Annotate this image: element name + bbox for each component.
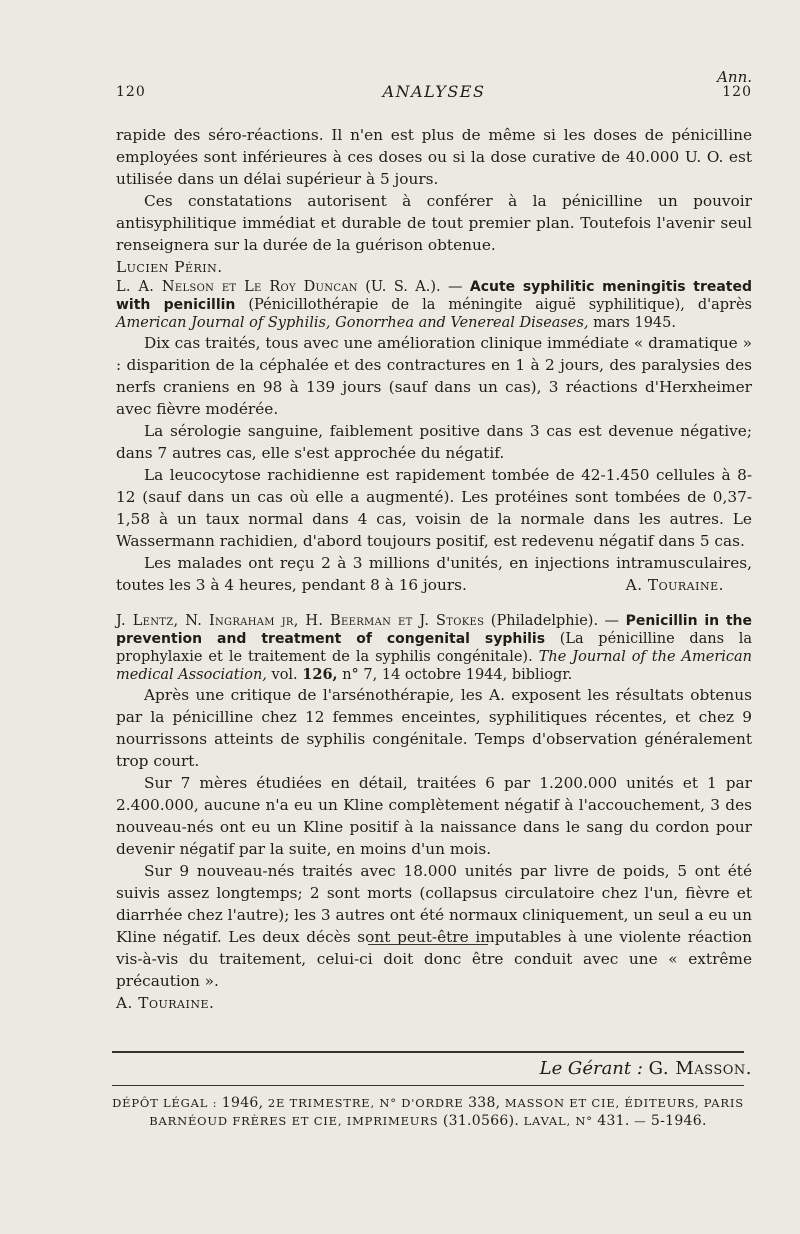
imprint-laval: LAVAL, N° — [523, 1114, 593, 1128]
section-divider — [368, 944, 488, 945]
review-1-paragraph-3: La leucocytose rachidienne est rapidement tombée de 42-1.450 cellules à 8-12 (sauf dans un cas où elle a augmenté). Les protéines sont tombées de 0,37-1,58 à un taux normal dans 4 cas, voisin de la normale dans les autres. Le Wassermann rachidien, d'abord toujours positif, est redevenu négatif dans 5 cas. — [116, 466, 752, 550]
imprint-line-2 — [110, 1112, 746, 1130]
review-1-paragraph-1: Dix cas traités, tous avec une amélioration clinique immédiate « dramatique » : disparition de la céphalée et des contractures en 1 à 2 jours, des paralysies des nerfs craniens en 98 à 139 jours (sauf dans un cas), 3 réactions d'Herxheimer avec fièvre modérée. — [116, 334, 752, 418]
review-2-heading — [116, 612, 752, 684]
review-1-authors: L. A. Nelson et Le Roy Duncan — [116, 279, 358, 295]
review-1-paragraph-4-text: Les malades ont reçu 2 à 3 millions d'unités, en injections intramusculaires, toutes les 3 à 4 heures, pendant 8 à 16 jours. — [116, 554, 752, 594]
imprint-block — [110, 1094, 746, 1130]
review-2-authors: J. Lentz, N. Ingraham jr, H. Beerman et J. Stokes — [116, 613, 485, 629]
review-2-paragraph-3: Sur 9 nouveau-nés traités avec 18.000 unités par livre de poids, 5 ont été suivis assez longtemps; 2 sont morts (collapsus circulatoire chez l'un, fièvre et diarrhée chez l'autre); les 3 autres ont été normaux cliniquement, un seul a eu un Kline négatif. Les deux décès sont peut-être imputables à une violente réaction vis-à-vis du traitement, celui-ci doit donc être conduit avec une « extrême précaution ». — [116, 862, 752, 990]
page-number-right: 120 — [722, 84, 752, 100]
imprint-trimestre: 2E TRIMESTRE, N° D'ORDRE — [267, 1096, 464, 1110]
gerant-name: G. Masson. — [648, 1058, 752, 1079]
imprint-year: 1946, — [221, 1095, 264, 1111]
review-2-signature: A. Touraine. — [116, 994, 215, 1012]
review-2-place: (Philadelphie). — — [490, 613, 620, 629]
imprint-order-number: 338, — [468, 1095, 501, 1111]
review-2-title-fr: (La pénicilline dans la prophylaxie et le traitement de la syphilis congénitale). — [116, 631, 752, 665]
review-2-source: The Journal of the American medical Association, — [116, 649, 752, 683]
imprint-publisher: MASSON ET CIE, ÉDITEURS, PARIS — [504, 1096, 744, 1110]
imprint-date: 5-1946. — [650, 1113, 707, 1129]
review-2-title-en: Penicillin in the prevention and treatment of congenital syphilis — [116, 613, 753, 647]
review-1-title-en: Acute syphilitic meningitis treated with penicillin — [116, 279, 752, 313]
review-1-place: (U. S. A.). — — [365, 279, 463, 295]
review-1-title-fr: (Pénicillothérapie de la méningite aiguë syphilitique), d'après — [248, 297, 752, 313]
running-head — [116, 84, 752, 106]
prev-review-paragraph-2: Ces constatations autorisent à conférer à la pénicilline un pouvoir antisyphilitique immédiat et durable de tout premier plan. Toutefois l'avenir seul renseignera sur la durée de la guérison obtenue. — [116, 192, 752, 254]
footer-top-rule — [112, 1051, 744, 1053]
gerant-label: Le Gérant : — [539, 1058, 643, 1079]
review-1-paragraph-2: La sérologie sanguine, faiblement positive dans 3 cas est devenue négative; dans 7 autres cas, elle s'est approchée du négatif. — [116, 422, 752, 462]
review-1-paragraph-4 — [116, 552, 752, 596]
imprint-printer-number: (31.0566). — [442, 1113, 520, 1129]
imprint-printer: BARNÉOUD FRÈRES ET CIE, IMPRIMEURS — [149, 1114, 439, 1128]
review-1-date: mars 1945. — [593, 315, 676, 331]
review-2-paragraph-1: Après une critique de l'arsénothérapie, les A. exposent les résultats obtenus par la pénicilline chez 12 femmes enceintes, syphilitiques récentes, et chez 9 nourrissons atteints de syphilis congénitale. Temps d'observation généralement trop court. — [116, 686, 752, 770]
imprint-line-1 — [110, 1094, 746, 1112]
marginal-note: Ann. — [717, 68, 752, 86]
review-2-details: n° 7, 14 octobre 1944, bibliogr. — [342, 667, 573, 683]
section-title: ANALYSES — [382, 82, 486, 101]
review-1-source: American Journal of Syphilis, Gonorrhea and Venereal Diseases, — [116, 315, 589, 331]
review-1-signature: A. Touraine. — [625, 576, 724, 594]
review-2-volume: 126, — [302, 666, 338, 683]
page-number-left: 120 — [116, 84, 146, 100]
article-body — [116, 124, 752, 1014]
prev-review-signature: Lucien Périn. — [116, 258, 223, 276]
gerant-line — [540, 1058, 752, 1079]
imprint-laval-number: 431. — [597, 1113, 630, 1129]
prev-review-paragraph-1: rapide des séro-réactions. Il n'en est plus de même si les doses de pénicilline employées sont inférieures à ces doses ou si la dose curative de 40.000 U. O. est utilisée dans un délai supérieur à 5 jours. — [116, 126, 752, 188]
footer-bottom-rule — [112, 1085, 744, 1086]
imprint-depot: DÉPÔT LÉGAL : — [112, 1096, 218, 1110]
review-2-vol-label: vol. — [271, 667, 298, 683]
review-1-heading — [116, 278, 752, 332]
review-2-paragraph-2: Sur 7 mères étudiées en détail, traitées 6 par 1.200.000 unités et 1 par 2.400.000, aucune n'a eu un Kline complètement négatif à l'accouchement, 3 des nouveau-nés ont eu un Kline positif à la naissance dans le sang du cordon pour devenir négatif par la suite, en moins d'un mois. — [116, 774, 752, 858]
imprint-dash: — — [634, 1114, 647, 1128]
